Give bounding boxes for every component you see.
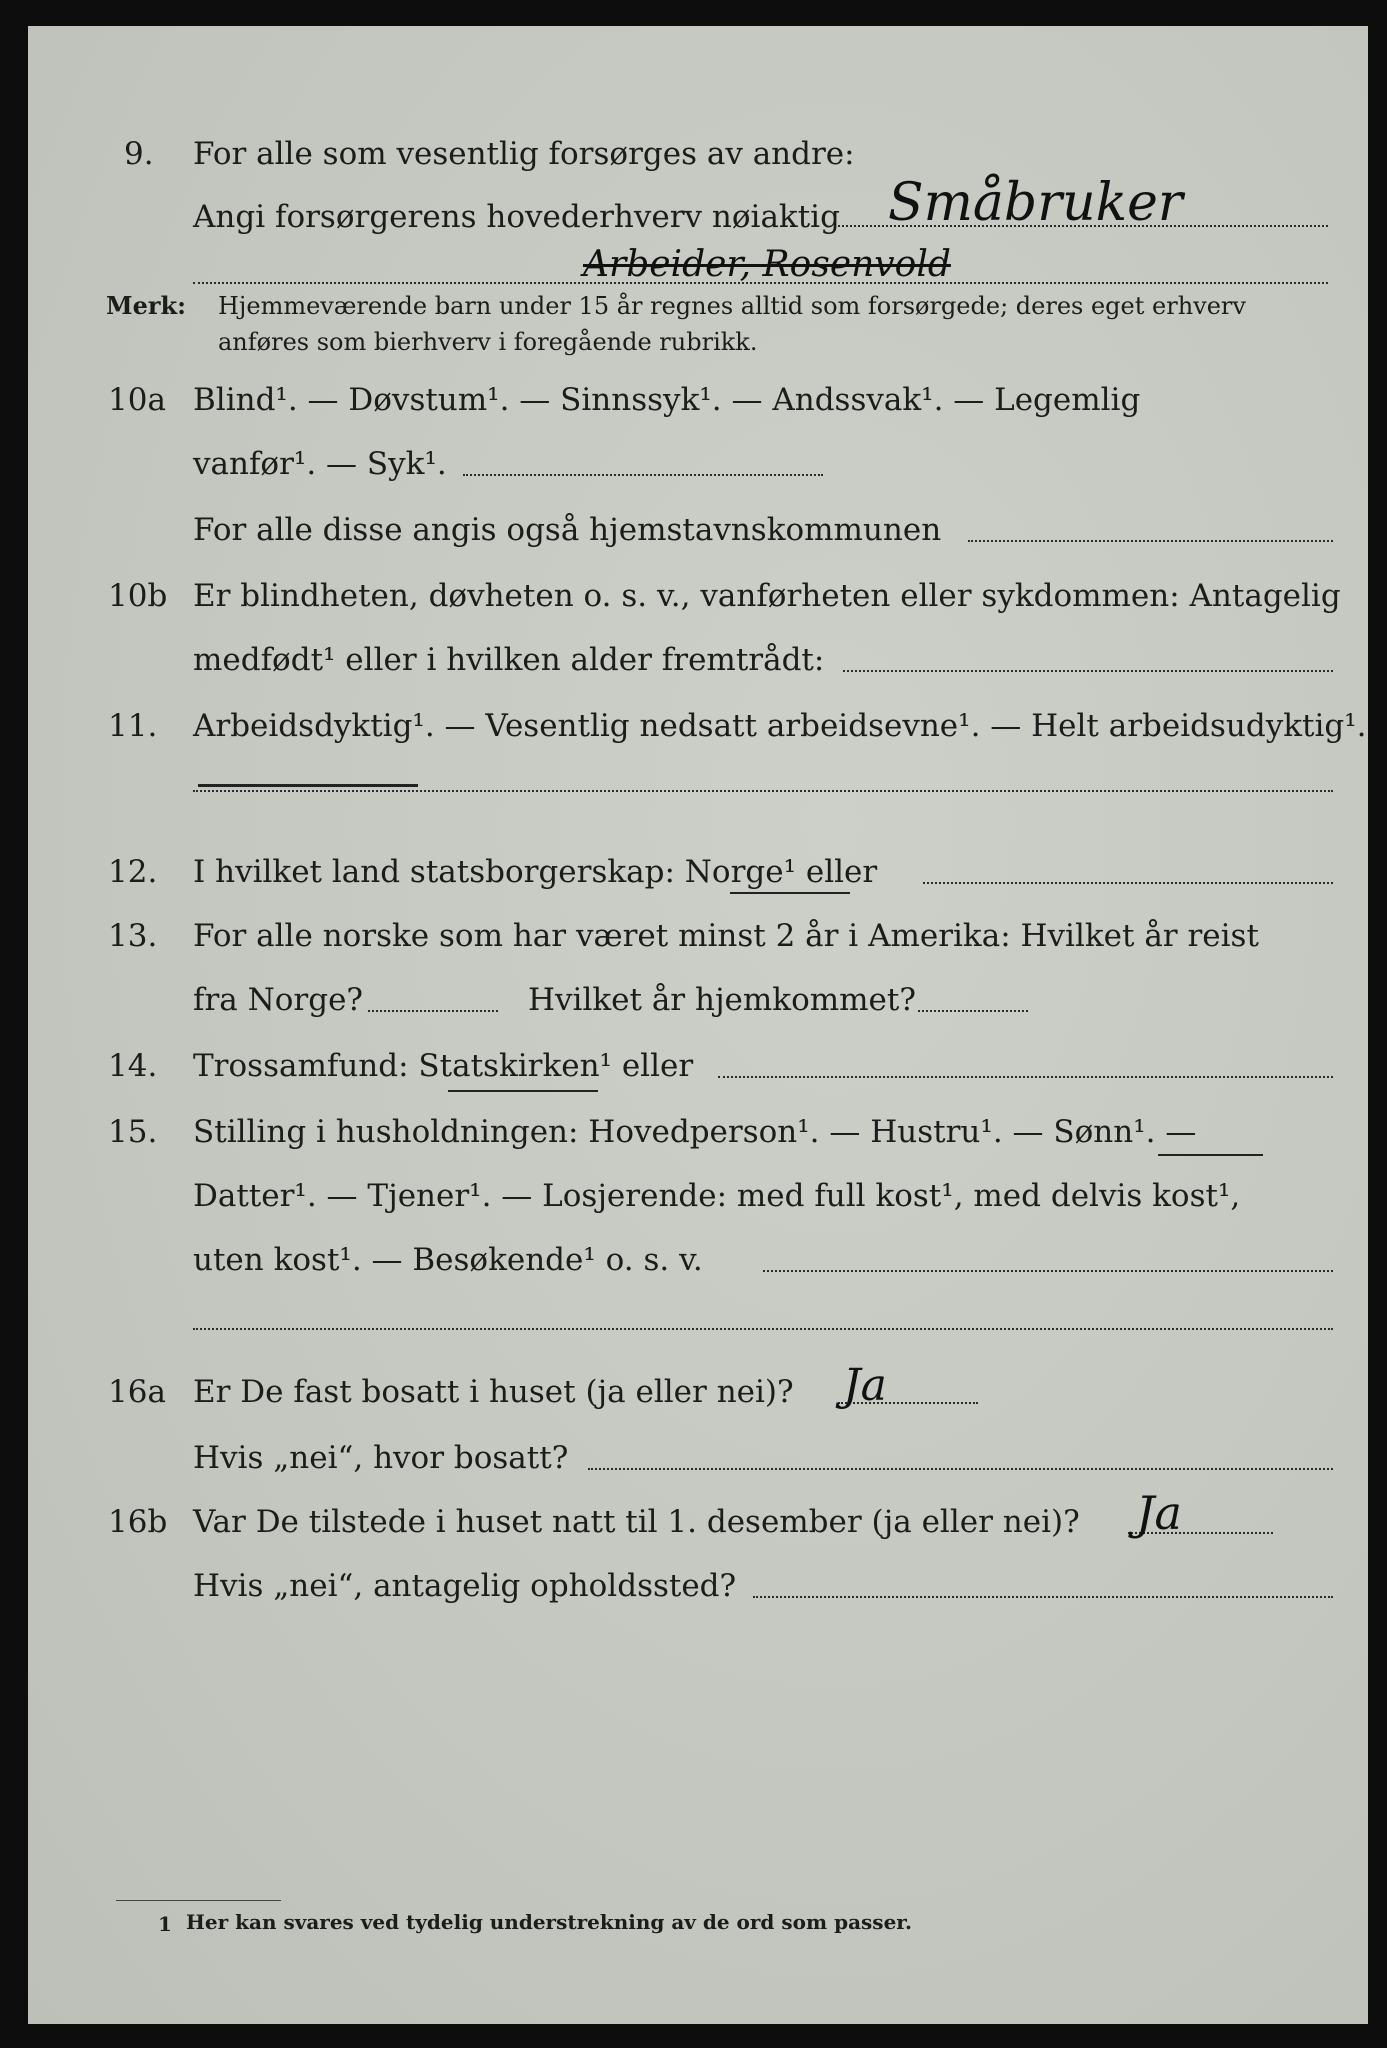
q13-row2: [28, 974, 1368, 1026]
merk-line1: Hjemmeværende barn under 15 år regnes alltid som forsørgede; deres eget erhverv: [218, 292, 1246, 320]
q16a-row1: [28, 1360, 1368, 1418]
q13-line1: For alle norske som har været minst 2 år i Amerika: Hvilket år reist: [193, 918, 1259, 954]
q15-row3: [28, 1234, 1368, 1286]
q16b-handwritten-answer: Ja: [1136, 1486, 1182, 1540]
q12-underline-norge: [730, 892, 850, 894]
q10a-number: 10a: [108, 382, 166, 418]
q9-question: For alle som vesentlig forsørges av andre:: [193, 136, 855, 172]
q11-row1: [28, 700, 1368, 752]
q15-answer-line-2[interactable]: [193, 1328, 1333, 1330]
q11-number: 11.: [108, 708, 158, 744]
q12-line1: I hvilket land statsborgerskap: Norge¹ eller: [193, 854, 878, 890]
q16b-line1: Var De tilstede i huset natt til 1. desember (ja eller nei)?: [193, 1504, 1080, 1540]
footnote-mark: 1: [158, 1912, 172, 1936]
q15-row2: [28, 1170, 1368, 1222]
q15-number: 15.: [108, 1114, 158, 1150]
q10b-number: 10b: [108, 578, 168, 614]
q15-line3: uten kost¹. — Besøkende¹ o. s. v.: [193, 1242, 703, 1278]
q10b-line1: Er blindheten, døvheten o. s. v., vanførheten eller sykdommen: Antagelig: [193, 578, 1341, 614]
q10a-line1: Blind¹. — Døvstum¹. — Sinnssyk¹. — Andssvak¹. — Legemlig: [193, 382, 1141, 418]
q13-number: 13.: [108, 918, 158, 954]
q16b-row1: [28, 1486, 1368, 1548]
q16a-row2: [28, 1432, 1368, 1484]
q9-handwritten-answer: Småbruker: [888, 173, 1183, 233]
q13-return-label: Hvilket år hjemkommet?: [528, 982, 916, 1018]
q16a-line1: Er De fast bosatt i huset (ja eller nei)?: [193, 1374, 794, 1410]
q13-return-line[interactable]: [918, 1010, 1028, 1012]
q10b-row1: [28, 570, 1368, 622]
q10a-row2: [28, 438, 1368, 490]
q9-occupation-label: Angi forsørgerens hovederhverv nøiaktig: [193, 199, 840, 235]
q16b-number: 16b: [108, 1504, 168, 1540]
q12-row: [28, 846, 1368, 898]
q16a-residence-line[interactable]: [588, 1468, 1333, 1470]
q14-row: [28, 1040, 1368, 1092]
q15-row1: [28, 1106, 1368, 1158]
q13-row1: [28, 910, 1368, 962]
q10a-row1: [28, 374, 1368, 426]
q16b-whereabouts-line[interactable]: [753, 1596, 1333, 1598]
footnote-text: Her kan svares ved tydelig understrekning av de ord som passer.: [186, 1910, 912, 1934]
q9-row2: [28, 173, 1368, 243]
q12-answer-line[interactable]: [923, 882, 1333, 884]
q14-underline-statskirken: [448, 1090, 598, 1092]
q16a-line2: Hvis „nei“, hvor bosatt?: [193, 1440, 569, 1476]
q11-row2: [28, 764, 1368, 816]
q16a-handwritten-answer: Ja: [843, 1360, 887, 1411]
footnote-rule: [116, 1900, 281, 1901]
q11-line1: Arbeidsdyktig¹. — Vesentlig nedsatt arbeidsevne¹. — Helt arbeidsudyktig¹.: [193, 708, 1367, 744]
q12-number: 12.: [108, 854, 158, 890]
q14-answer-line[interactable]: [718, 1076, 1333, 1078]
q10b-answer-line[interactable]: [843, 670, 1333, 672]
q15-line1: Stilling i husholdningen: Hovedperson¹. — Hustru¹. — Sønn¹. —: [193, 1114, 1197, 1150]
q15-underline-sonn: [1158, 1154, 1263, 1156]
q10a-answer-line[interactable]: [463, 474, 823, 476]
q10b-row2: [28, 634, 1368, 686]
merk-line2: anføres som bierhverv i foregående rubrikk.: [218, 328, 758, 356]
q10a-row3: [28, 504, 1368, 556]
q10a-line2: vanfør¹. — Syk¹.: [193, 446, 447, 482]
q16b-row2: [28, 1560, 1368, 1612]
q10a-home-municipality-line[interactable]: [968, 540, 1333, 542]
q16a-number: 16a: [108, 1374, 166, 1410]
q14-line1: Trossamfund: Statskirken¹ eller: [193, 1048, 694, 1084]
q15-answer-line[interactable]: [763, 1270, 1333, 1272]
q11-handwritten-stroke: [198, 784, 418, 787]
q15-row4: [28, 1298, 1368, 1350]
q9-handwritten-answer-2: Arbeider, Rosenvold: [583, 244, 951, 285]
q14-number: 14.: [108, 1048, 158, 1084]
q16b-line2: Hvis „nei“, antagelig opholdssted?: [193, 1568, 737, 1604]
q13-departure-line[interactable]: [368, 1010, 498, 1012]
q15-line2: Datter¹. — Tjener¹. — Losjerende: med full kost¹, med delvis kost¹,: [193, 1178, 1241, 1214]
q13-departure-label: fra Norge?: [193, 982, 364, 1018]
q10a-line3: For alle disse angis også hjemstavnskommunen: [193, 512, 942, 548]
q9-number: 9.: [124, 136, 154, 172]
census-form-page: [28, 26, 1368, 2024]
q11-answer-line[interactable]: [193, 790, 1333, 792]
merk-label: Merk:: [106, 291, 186, 320]
q10b-line2: medfødt¹ eller i hvilken alder fremtrådt:: [193, 642, 825, 678]
